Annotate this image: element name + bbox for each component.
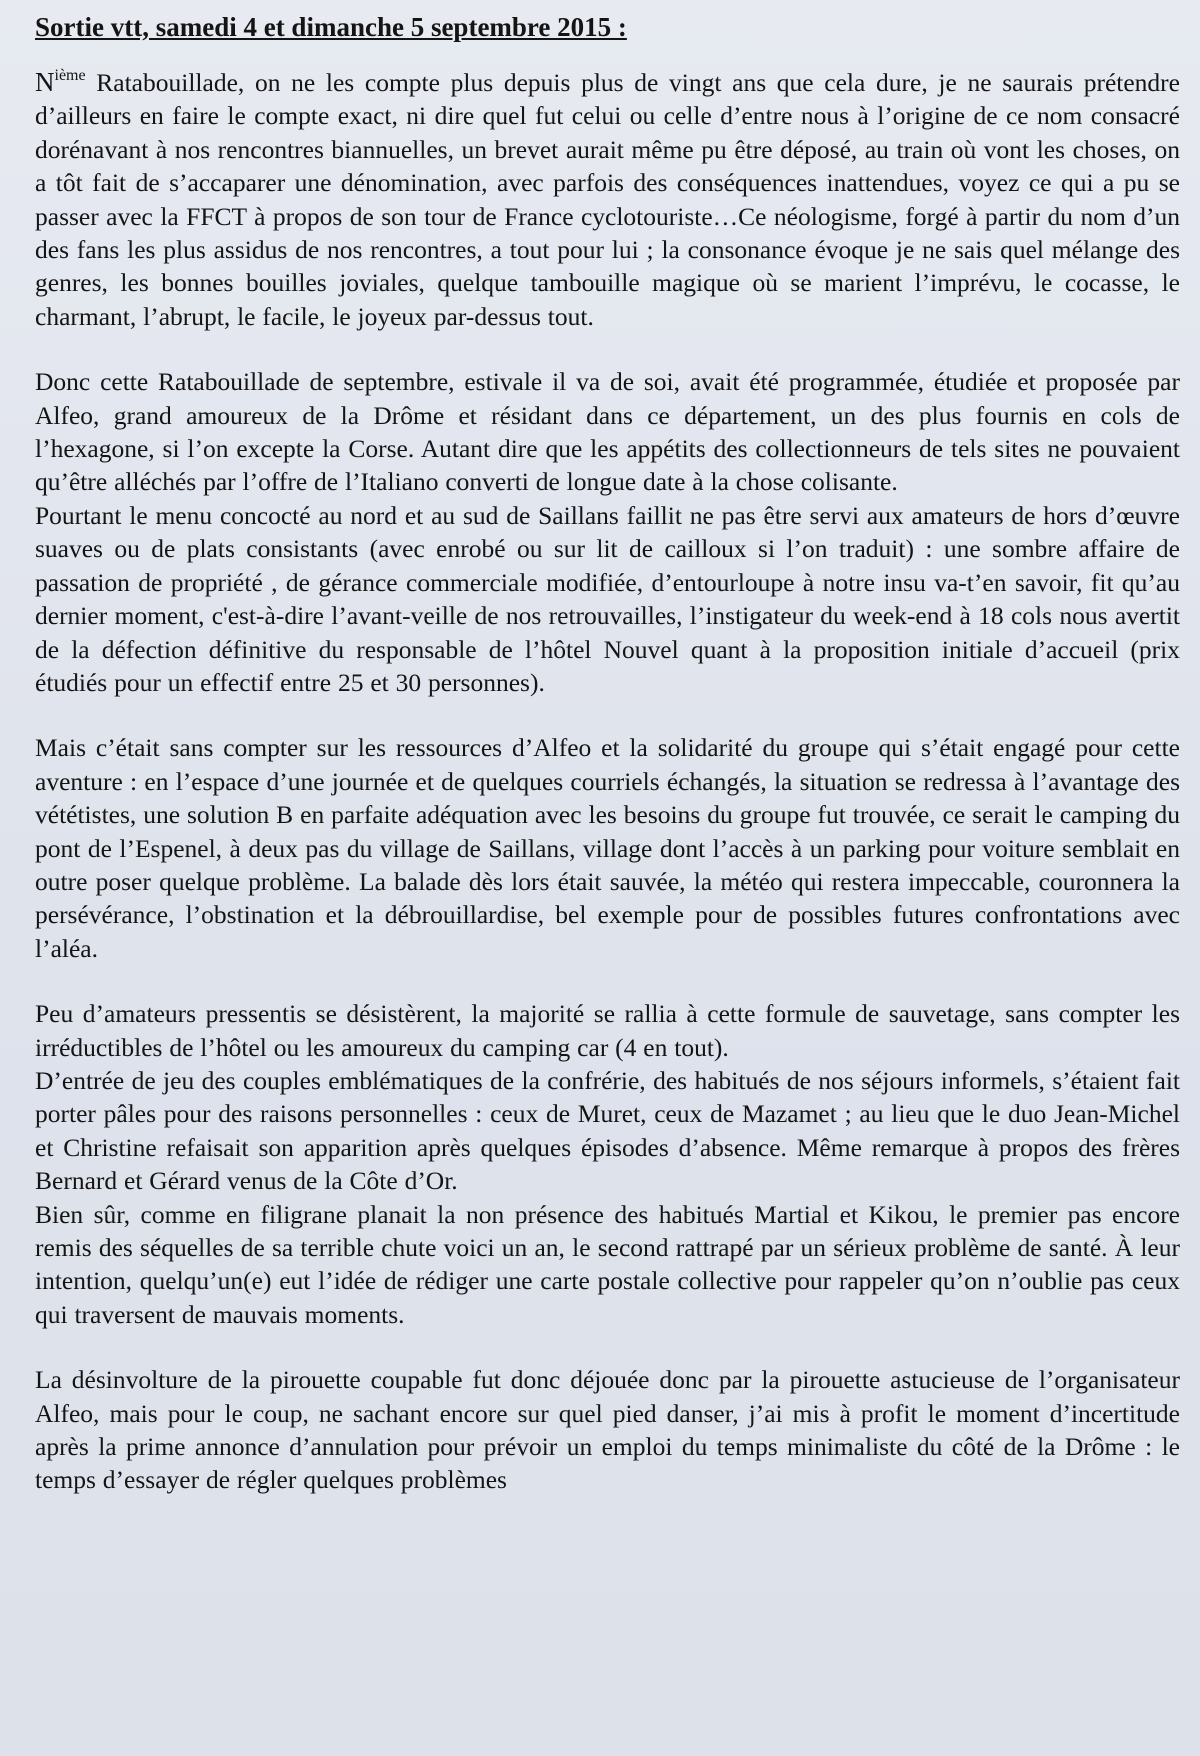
paragraph-4: Mais c’était sans compter sur les ressources d’Alfeo et la solidarité du groupe qui s’était engagé pour cette aventure : en l’espace d’une journée et de quelques courriels échangés, la situation se redressa à l’avantage des vététistes, une solution B en parfaite adéquation avec les besoins du groupe fut trouvée, ce serait le camping du pont de l’Espenel, à deux pas du village de Saillans, village dont l’accès à un parking pour voiture semblait en outre poser quelque problème. La balade dès lors était sauvée, la météo qui restera impeccable, couronnera la persévérance, l’obstination et la débrouillardise, bel exemple pour de possibles futures confrontations avec l’aléa. <box>35 733 1180 963</box>
paragraph-1-text: Ratabouillade, on ne les compte plus depuis plus de vingt ans que cela dure, je ne saurais prétendre d’ailleurs en faire le compte exact, ni dire quel fut celui ou celle d’entre nous à l’origine de ce nom consacré dorénavant à nos rencontres biannuelles, un brevet aurait même pu être déposé, au train où vont les choses, on a tôt fait de s’accaparer une dénomination, avec parfois des conséquences inattendues, voyez ce qui a pu se passer avec la FFCT à propos de son tour de France cyclotouriste…Ce néologisme, forgé à partir du nom d’un des fans les plus assidus de nos rencontres, a tout pour lui ; la consonance évoque je ne sais quel mélange des genres, les bonnes bouilles joviales, quelque tambouille magique où se marient l’imprévu, le cocasse, le charmant, l’abrupt, le facile, le joyeux par-dessus tout. <box>35 68 1180 331</box>
paragraph-8: La désinvolture de la pirouette coupable fut donc déjouée donc par la pirouette astucieuse de l’organisateur Alfeo, mais pour le coup, ne sachant encore sur quel pied danser, j’ai mis à profit le moment d’incertitude après la prime annonce d’annulation pour prévoir un emploi du temps minimaliste du côté de la Drôme : le temps d’essayer de régler quelques problèmes <box>35 1365 1180 1495</box>
opening-letter: N <box>35 67 55 97</box>
paragraph-1 <box>35 66 1180 333</box>
paragraph-6: D’entrée de jeu des couples emblématiques de la confrérie, des habitués de nos séjours informels, s’étaient fait porter pâles pour des raisons personnelles : ceux de Muret, ceux de Mazamet ; au lieu que le duo Jean-Michel et Christine refaisait son apparition après quelques épisodes d’absence. Même remarque à propos des frères Bernard et Gérard venus de la Côte d’Or. <box>35 1065 1180 1196</box>
paragraph-3: Pourtant le menu concocté au nord et au sud de Saillans faillit ne pas être servi aux amateurs de hors d’œuvre suaves ou de plats consistants (avec enrobé ou sur lit de cailloux si l’on traduit) : une sombre affaire de passation de propriété , de gérance commerciale modifiée, d’entourloupe à notre insu va-t’en savoir, fit qu’au dernier moment, c'est-à-dire l’avant-veille de nos retrouvailles, l’instigateur du week-end à 18 cols nous avertit de la défection définitive du responsable de l’hôtel Nouvel quant à la proposition initiale d’accueil (prix étudiés pour un effectif entre 25 et 30 personnes). <box>35 500 1180 697</box>
paragraph-2: Donc cette Ratabouillade de septembre, estivale il va de soi, avait été programmée, étudiée et proposée par Alfeo, grand amoureux de la Drôme et résidant dans ce département, un des plus fournis en cols de l’hexagone, si l’on excepte la Corse. Autant dire que les appétits des collectionneurs de tels sites ne pouvaient qu’être alléchés par l’offre de l’Italiano converti de longue date à la chose colisante. <box>35 367 1180 497</box>
document-title: Sortie vtt, samedi 4 et dimanche 5 septembre 2015 : <box>35 12 627 42</box>
opening-superscript: ième <box>54 67 86 84</box>
paragraph-7: Bien sûr, comme en filigrane planait la non présence des habitués Martial et Kikou, le premier pas encore remis des séquelles de sa terrible chute voici un an, le second rattrapé par un sérieux problème de santé. À leur intention, quelqu’un(e) eut l’idée de rédiger une carte postale collective pour rappeler qu’on n’oublie pas ceux qui traversent de mauvais moments. <box>35 1199 1180 1329</box>
paragraph-5: Peu d’amateurs pressentis se désistèrent, la majorité se rallia à cette formule de sauvetage, sans compter les irréductibles de l’hôtel ou les amoureux du camping car (4 en tout). <box>35 999 1180 1062</box>
